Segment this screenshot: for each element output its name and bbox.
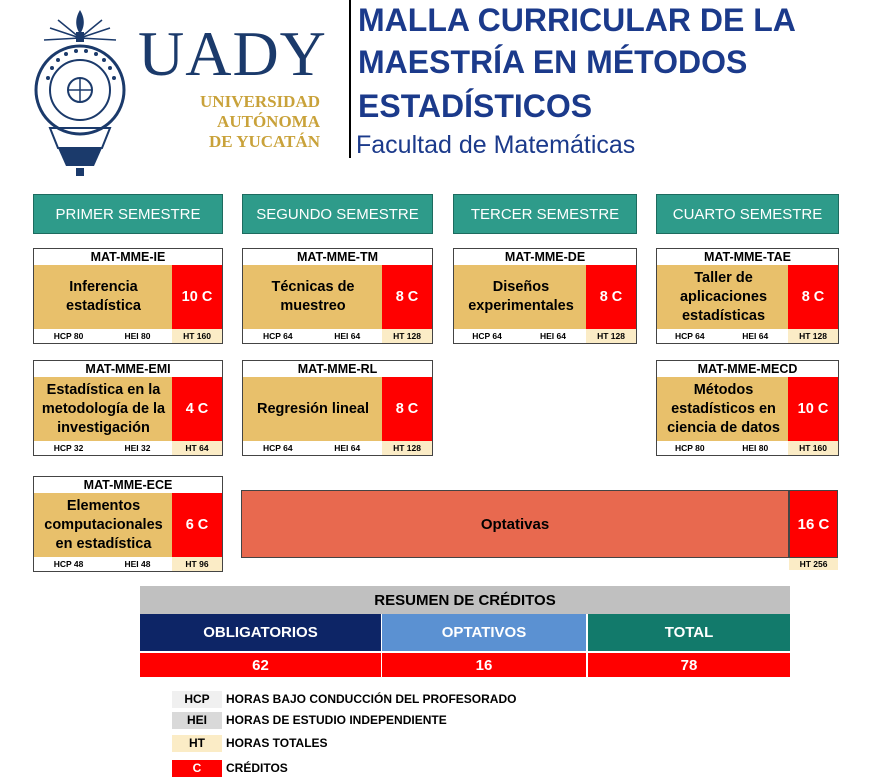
course-ht: HT 128	[788, 329, 838, 343]
course-hei: HEI 64	[334, 443, 361, 453]
course-hcp: HCP 32	[53, 443, 84, 453]
legend-key-credits: C	[172, 760, 222, 777]
course-name: Técnicas de muestreo	[243, 265, 383, 329]
course-hei: HEI 64	[742, 331, 769, 341]
summary-header-obligatorios: OBLIGATORIOS	[140, 614, 381, 651]
course-code: MAT-MME-ECE	[83, 478, 173, 492]
summary-header-total: TOTAL	[588, 614, 790, 651]
page-title-line-2: MAESTRÍA EN MÉTODOS	[358, 44, 748, 80]
course-hcp: HCP 64	[472, 331, 502, 341]
course-ht: HT 96	[172, 557, 222, 571]
course-code: MAT-MME-IE	[90, 250, 166, 264]
summary-value-obligatorios: 62	[140, 653, 381, 677]
course-code: MAT-MME-DE	[504, 250, 586, 264]
legend-text-credits: CRÉDITOS	[226, 761, 288, 775]
course-card	[33, 476, 223, 572]
legend-key-hei: HEI	[172, 712, 222, 729]
course-card	[33, 360, 223, 456]
course-name: Elementos computacionales en estadística	[34, 493, 173, 557]
course-hcp: HCP 64	[674, 331, 705, 341]
course-name: Estadística en la metodología de la investigación	[34, 377, 173, 441]
course-code: MAT-MME-RL	[297, 362, 378, 376]
optativas-block	[241, 490, 838, 570]
semester-header-3: TERCER SEMESTRE	[453, 194, 637, 234]
optativas-label: Optativas	[241, 490, 789, 558]
course-credits: 8 C	[382, 265, 432, 329]
page-subtitle: Facultad de Matemáticas	[356, 131, 636, 159]
course-ht: HT 160	[172, 329, 222, 343]
course-hcp: HCP 64	[262, 331, 293, 341]
course-name: Taller de aplicaciones estadísticas	[657, 265, 790, 329]
uady-seal-logo	[30, 8, 130, 176]
course-credits: 10 C	[172, 265, 222, 329]
course-hei: HEI 48	[124, 559, 151, 569]
semester-header-4: CUARTO SEMESTRE	[656, 194, 839, 234]
course-hcp: HCP 48	[53, 559, 84, 569]
legend-text-hcp: HORAS BAJO CONDUCCIÓN DEL PROFESORADO	[226, 692, 517, 706]
summary-value-optativos: 16	[382, 653, 586, 677]
course-card	[33, 248, 223, 344]
page-title-line-3: ESTADÍSTICOS	[358, 88, 593, 124]
course-hei: HEI 80	[124, 331, 151, 341]
course-name: Diseños experimentales	[454, 265, 588, 329]
course-ht: HT 128	[382, 329, 432, 343]
course-hei: HEI 64	[334, 331, 361, 341]
course-code: MAT-MME-TAE	[703, 250, 792, 264]
course-credits: 4 C	[172, 377, 222, 441]
optativas-credits: 16 C	[789, 490, 838, 558]
course-hcp: HCP 80	[674, 443, 705, 453]
course-ht: HT 64	[172, 441, 222, 455]
course-hcp: HCP 64	[262, 443, 293, 453]
course-credits: 10 C	[788, 377, 838, 441]
course-code: MAT-MME-EMI	[85, 362, 171, 376]
university-name-line-1: UNIVERSIDAD	[200, 92, 320, 111]
summary-title: RESUMEN DE CRÉDITOS	[140, 586, 790, 614]
university-name-line-2: AUTÓNOMA	[217, 112, 320, 131]
course-code: MAT-MME-TM	[297, 250, 378, 264]
course-credits: 8 C	[788, 265, 838, 329]
course-ht: HT 160	[788, 441, 838, 455]
legend-text-ht: HORAS TOTALES	[226, 736, 328, 750]
course-ht: HT 128	[382, 441, 432, 455]
course-name: Inferencia estadística	[34, 265, 173, 329]
legend-key-ht: HT	[172, 735, 222, 752]
course-code: MAT-MME-MECD	[697, 362, 798, 376]
course-ht: HT 128	[586, 329, 636, 343]
course-card	[242, 360, 433, 456]
course-credits: 8 C	[586, 265, 636, 329]
course-card	[453, 248, 637, 344]
summary-header-optativos: OPTATIVOS	[382, 614, 586, 651]
course-name: Métodos estadísticos en ciencia de datos	[657, 377, 790, 441]
course-card	[656, 248, 839, 344]
course-hei: HEI 64	[540, 331, 566, 341]
semester-header-2: SEGUNDO SEMESTRE	[242, 194, 433, 234]
course-hcp: HCP 80	[53, 331, 84, 341]
course-credits: 6 C	[172, 493, 222, 557]
course-name: Regresión lineal	[243, 377, 383, 441]
legend-text-hei: HORAS DE ESTUDIO INDEPENDIENTE	[226, 713, 447, 727]
legend-key-hcp: HCP	[172, 691, 222, 708]
course-hei: HEI 80	[742, 443, 769, 453]
optativas-ht: HT 256	[789, 558, 838, 570]
course-card	[656, 360, 839, 456]
course-hei: HEI 32	[124, 443, 151, 453]
header-divider	[349, 0, 351, 158]
page-title-line-1: MALLA CURRICULAR DE LA	[358, 2, 796, 38]
course-credits: 8 C	[382, 377, 432, 441]
course-card	[242, 248, 433, 344]
uady-wordmark: UADY	[138, 18, 327, 89]
university-name-line-3: DE YUCATÁN	[209, 132, 320, 151]
semester-header-1: PRIMER SEMESTRE	[33, 194, 223, 234]
summary-value-total: 78	[588, 653, 790, 677]
